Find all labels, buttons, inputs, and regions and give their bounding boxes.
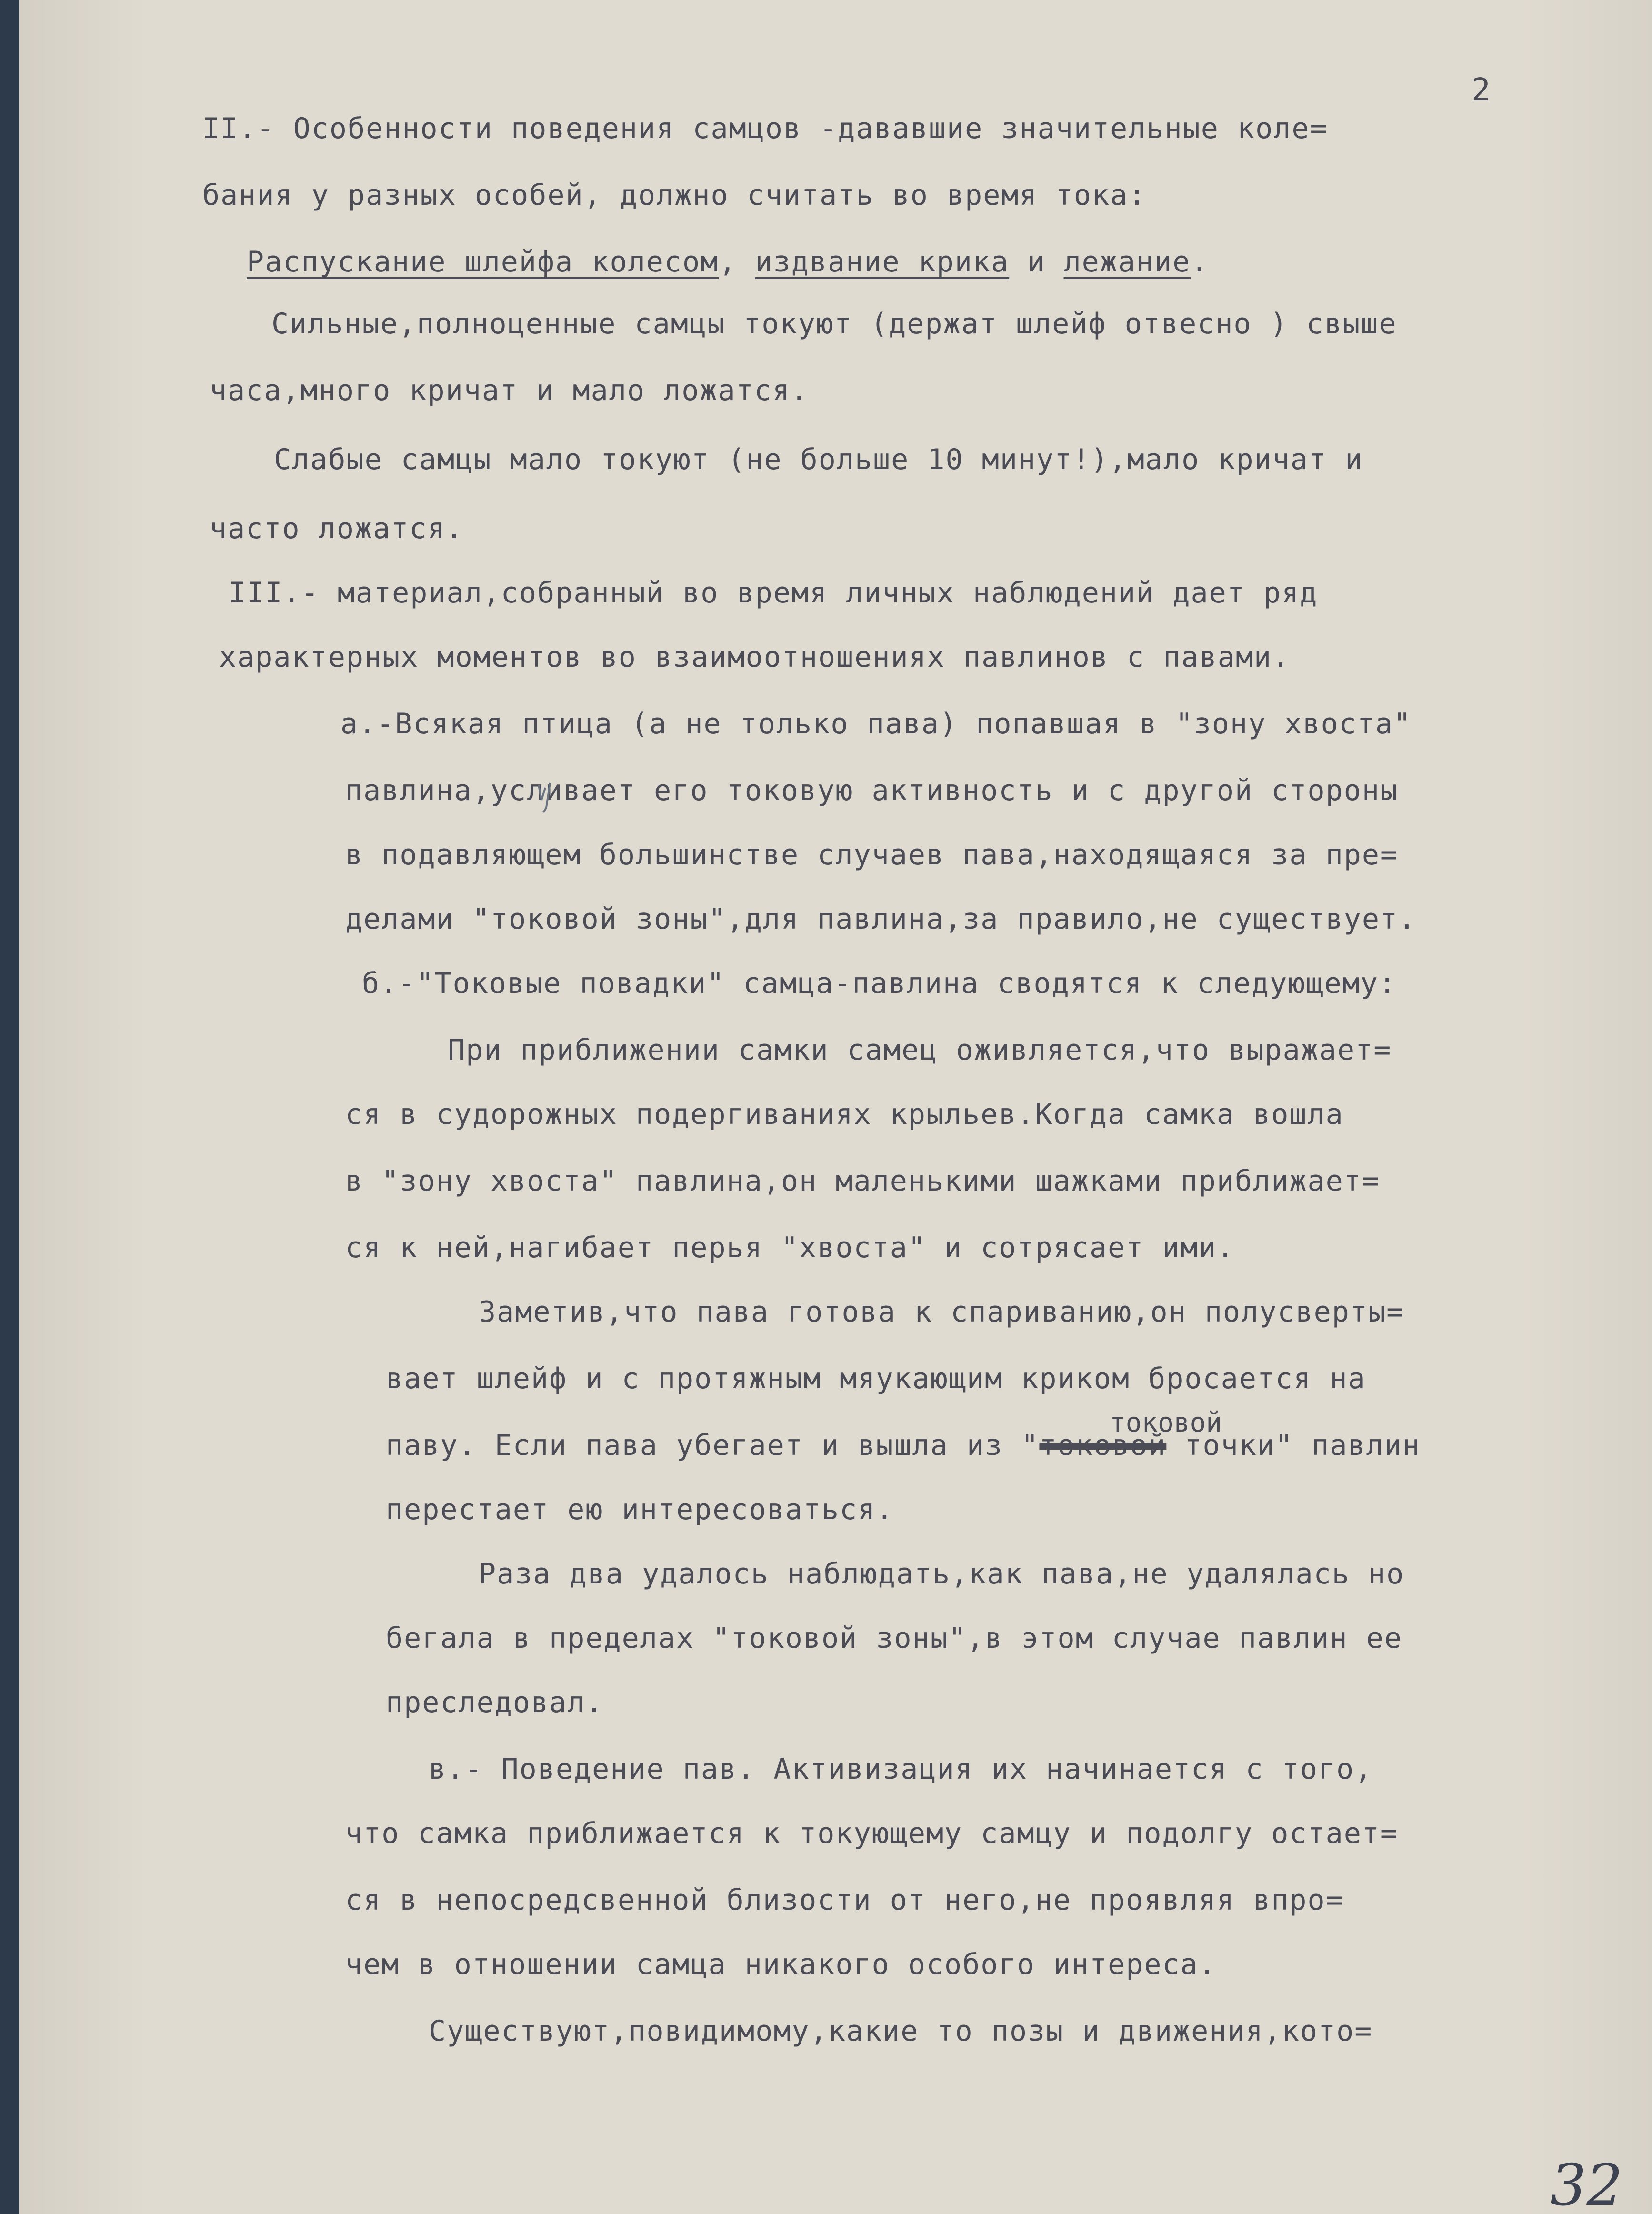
text-line: что самка приближается к токующему самцу и подолгу остает= xyxy=(345,1817,1399,1850)
text-line: павлина,усливает его токовую активность и с другой стороны xyxy=(345,774,1399,807)
text-line: При приближении самки самец оживляется,что выражает= xyxy=(448,1033,1392,1067)
text-line: в "зону хвоста" павлина,он маленькими шажками приближает= xyxy=(345,1164,1381,1198)
text-line: Сильные,полноценные самцы токуют (держат шлейф отвесно ) свыше xyxy=(271,307,1397,341)
text-line: Раза два удалось наблюдать,как пава,не удалялась но xyxy=(479,1557,1405,1591)
text-line: Существуют,повидимому,какие то позы и движения,кото= xyxy=(429,2014,1373,2048)
text-line: часто ложатся. xyxy=(210,512,464,545)
text-line: в подавляющем большинстве случаев пава,находящаяся за пре= xyxy=(345,838,1399,872)
text-line: характерных моментов во взаимоотношениях павлинов с павами. xyxy=(219,641,1291,674)
text-line: делами "токовой зоны",для павлина,за правило,не существует. xyxy=(345,902,1417,936)
text-line: Заметив,что пава готова к спариванию,он полусверты= xyxy=(479,1295,1405,1329)
text-line: ся в непосредсвенной близости от него,не проявляя впро= xyxy=(345,1883,1344,1917)
text-line: перестает ею интересоваться. xyxy=(386,1493,894,1526)
text-line: паву. Если пава убегает и вышла из "токовой точки" павлин xyxy=(386,1429,1421,1462)
text-line: Слабые самцы мало токуют (не больше 10 минут!),мало кричат и xyxy=(274,443,1363,476)
pencil-mark-icon xyxy=(536,781,561,814)
text-line: б.-"Токовые повадки" самца-павлина сводятся к следующему: xyxy=(362,967,1397,1000)
text-line: Распускание шлейфа колесом, издвание крика и лежание. xyxy=(247,245,1209,279)
text-line: III.- материал,собранный во время личных наблюдений дает ряд xyxy=(229,576,1318,610)
text-line: а.-Всякая птица (а не только пава) попавшая в "зону хвоста" xyxy=(340,707,1412,741)
page-number: 2 xyxy=(1472,71,1491,108)
text-line: бегала в пределах "токовой зоны",в этом случае павлин ее xyxy=(386,1622,1402,1655)
archive-folio-number: 32 xyxy=(1550,2153,1623,2214)
handwritten-insertion: токовой xyxy=(1110,1407,1222,1438)
text-line: бания у разных особей, должно считать во время тока: xyxy=(202,179,1147,212)
text-line: вает шлейф и с протяжным мяукающим криком бросается на xyxy=(386,1362,1366,1395)
text-line: преследовал. xyxy=(386,1686,604,1719)
text-line: часа,много кричат и мало ложатся. xyxy=(210,374,809,407)
text-line: II.- Особенности поведения самцов -дававшие значительные коле= xyxy=(202,112,1328,145)
text-line: чем в отношении самца никакого особого интереса. xyxy=(345,1948,1217,1981)
text-line: ся в судорожных подергиваниях крыльев.Когда самка вошла xyxy=(345,1098,1344,1131)
text-line: в.- Поведение пав. Активизация их начинается с того, xyxy=(429,1753,1373,1786)
text-line: ся к ней,нагибает перья "хвоста" и сотрясает ими. xyxy=(345,1231,1235,1264)
document-page xyxy=(19,0,1652,2214)
